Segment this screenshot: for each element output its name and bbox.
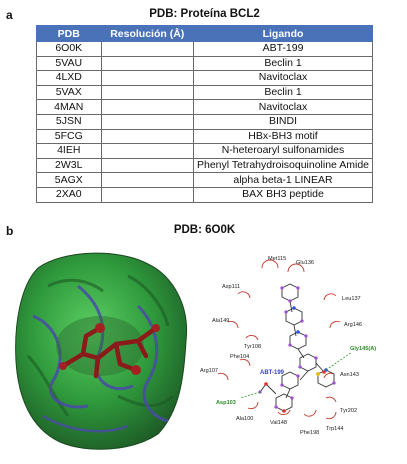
table-body	[37, 42, 373, 203]
hbond-residue-label: Asp103	[216, 400, 236, 406]
residue-label: Asn143	[340, 372, 359, 378]
protein-surface-image	[8, 246, 196, 456]
panel-a-title: PDB: Proteína BCL2	[149, 8, 260, 20]
pdb-table	[36, 25, 373, 203]
cell-resolution	[101, 158, 194, 173]
table-row	[37, 85, 373, 100]
residue-label: Tyr202	[340, 408, 358, 414]
cell-pdb: 4IEH	[37, 144, 102, 159]
cell-resolution	[101, 42, 194, 57]
cell-pdb: 5JSN	[37, 114, 102, 129]
table-row	[37, 187, 373, 202]
residue-label: Met115	[268, 256, 287, 262]
table-row	[37, 42, 373, 57]
table-row	[37, 173, 373, 188]
cell-ligand: Beclin 1	[194, 56, 373, 71]
table-row	[37, 158, 373, 173]
cell-resolution	[101, 129, 194, 144]
cell-ligand: Navitoclax	[194, 100, 373, 115]
residue-label: Ala100	[236, 416, 254, 422]
ligand-label: ABT-199	[260, 370, 285, 376]
ligand-interaction-diagram	[200, 246, 400, 456]
cell-resolution	[101, 173, 194, 188]
table-row	[37, 114, 373, 129]
table-row	[37, 56, 373, 71]
residue-label: Trp144	[326, 426, 344, 432]
column-header-pdb: PDB	[37, 26, 102, 42]
cell-resolution	[101, 85, 194, 100]
cell-resolution	[101, 71, 194, 86]
residue-label: Phe104	[230, 354, 250, 360]
table-header-row	[37, 26, 373, 42]
panel-a-letter: a	[6, 8, 13, 22]
residue-label: Val148	[270, 420, 288, 426]
residue-label: Leu137	[342, 296, 361, 302]
cell-resolution	[101, 100, 194, 115]
cell-ligand: Navitoclax	[194, 71, 373, 86]
cell-ligand: Phenyl Tetrahydroisoquinoline Amide	[194, 158, 373, 173]
cell-ligand: BINDI	[194, 114, 373, 129]
cell-ligand: HBx-BH3 motif	[194, 129, 373, 144]
panel-b-letter: b	[6, 224, 14, 238]
cell-ligand: alpha beta-1 LINEAR	[194, 173, 373, 188]
residue-label: Phe198	[300, 430, 320, 436]
cell-pdb: 2W3L	[37, 158, 102, 173]
cell-ligand: ABT-199	[194, 42, 373, 57]
cell-pdb: 4MAN	[37, 100, 102, 115]
residue-label: Arg107	[200, 368, 219, 374]
cell-resolution	[101, 187, 194, 202]
cell-pdb: 5AGX	[37, 173, 102, 188]
cell-resolution	[101, 144, 194, 159]
cell-pdb: 4LXD	[37, 71, 102, 86]
table-row	[37, 100, 373, 115]
table-row	[37, 144, 373, 159]
cell-pdb: 5VAX	[37, 85, 102, 100]
cell-resolution	[101, 56, 194, 71]
table-row	[37, 71, 373, 86]
table-row	[37, 129, 373, 144]
residue-label: Glu136	[296, 260, 315, 266]
panel-b-title: PDB: 6O0K	[173, 224, 236, 236]
cell-pdb: 6O0K	[37, 42, 102, 57]
hbond-residue-label: Gly145(A)	[350, 346, 377, 352]
residue-label: Tyr108	[244, 344, 262, 350]
cell-pdb: 2XA0	[37, 187, 102, 202]
residue-label: Arg146	[344, 322, 363, 328]
residue-label: Ala149	[212, 318, 230, 324]
column-header-resolution: Resolución (Å)	[101, 26, 194, 42]
cell-pdb: 5VAU	[37, 56, 102, 71]
column-header-ligand: Ligando	[194, 26, 373, 42]
cell-ligand: Beclin 1	[194, 85, 373, 100]
residue-label: Asp111	[222, 284, 241, 290]
cell-ligand: N-heteroaryl sulfonamides	[194, 144, 373, 159]
cell-resolution	[101, 114, 194, 129]
cell-pdb: 5FCG	[37, 129, 102, 144]
cell-ligand: BAX BH3 peptide	[194, 187, 373, 202]
